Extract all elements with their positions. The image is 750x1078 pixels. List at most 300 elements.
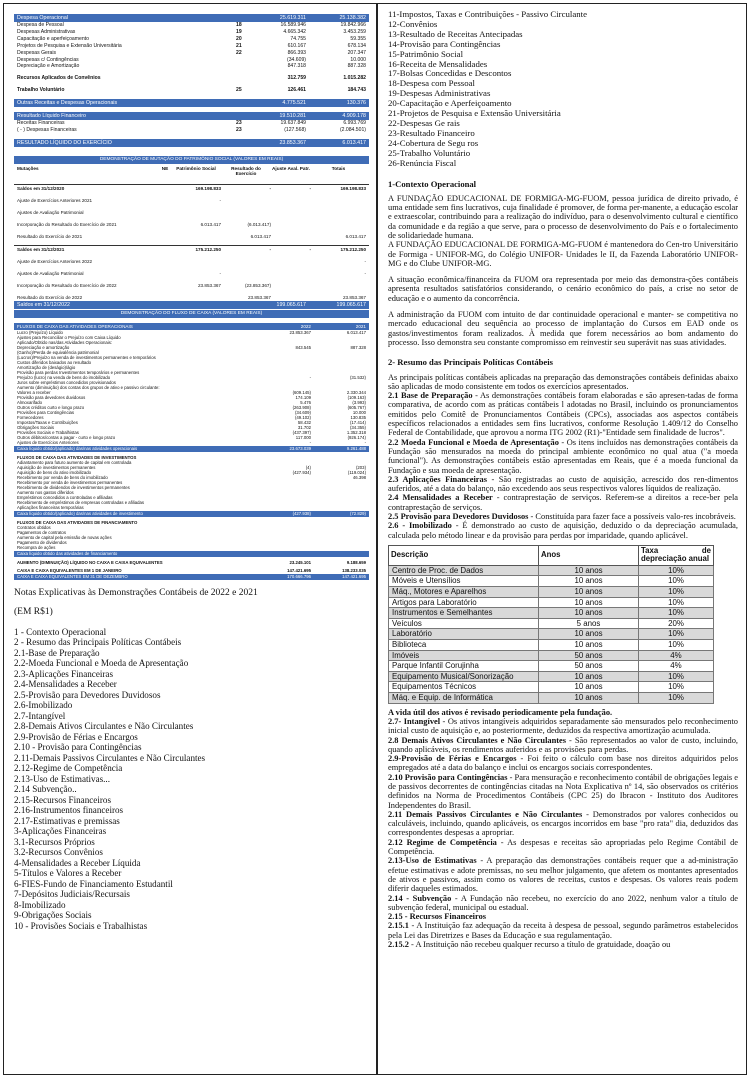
dmpl-label: Saldos em 31/12/2021 <box>17 246 65 252</box>
dmpl-ajuste: - <box>309 185 311 191</box>
cash-flow-label: Recebimento de empréstimos de empresas controladas e afiliadas <box>17 499 145 505</box>
paragraph: 2.11 Demais Passivos Circulantes e Não Circulantes - Demonstrados por valores conhecidos ou calculáveis, incluindo, quando aplicáveis, os encargos incorridos em base "pro rata" dia, deduzidos das correspondentes despesas a apropriar. <box>388 809 738 838</box>
table-row <box>389 576 714 587</box>
dmpl-resultado: 23.853.367 <box>248 294 271 300</box>
column-divider <box>376 4 378 1074</box>
cash-flow-label: (Ganho)/Perda de equivalência patrimonial <box>17 349 99 355</box>
cash-flow-label: Caixa líquido obtido das atividades de financiamento <box>17 550 118 556</box>
row-value-2021: 207.347 <box>347 49 366 56</box>
row-note-number: 18 <box>236 22 242 28</box>
dfc-header: FLUXOS DE CAIXA DAS ATIVIDADES OPERACIONAIS 2022 2021 <box>14 323 369 330</box>
dfc-title: DEMONSTRAÇÃO DO FLUXO DE CAIXA (VALORES EM REAIS) <box>14 310 369 318</box>
cash-flow-2021: (31.532) <box>349 374 366 380</box>
row-note-number: 23 <box>236 120 242 127</box>
list-item: 14-Provisão para Contingências <box>388 38 501 49</box>
paragraph: A administração da FUOM com intuito de dar continuidade operacional e manter- se competitiva no mercado educacional deu sequência ao processo de implantação do Cursos em EAD onde os gastos/investimentos foram realizados. À medida que forem necessários ao bom andamento do processo. Isso demonstra seu constante compromisso em reinvestir seu superávit nas suas atividades. <box>388 310 738 347</box>
list-item: 6-FIES-Fundo de Financiamento Estudantil <box>14 878 173 889</box>
cash-flow-row <box>14 446 369 452</box>
list-item: 2 - Resumo das Principais Políticas Contábeis <box>14 637 182 648</box>
dmpl-note <box>159 197 171 204</box>
dmpl-row <box>14 184 369 192</box>
table-row <box>389 597 714 608</box>
cash-flow-2021: 2.330.344 <box>346 389 366 395</box>
row-value-2021: 4.909.178 <box>342 113 366 120</box>
list-item: 2.17-Estimativas e premissas <box>14 815 120 826</box>
dmpl-header: Mutações NE Patrimônio Social Resultado do Exercício Ajuste Aval. Patr. Totais <box>17 165 346 177</box>
row-note-number: 19 <box>236 28 242 35</box>
dmpl-resultado: (6.013.417) <box>247 221 271 227</box>
paragraph: 2.5 Provisão para Devedores Duvidosos - Constituída para fazer face a possíveis valo-res incobráveis. <box>388 512 736 521</box>
cash-flow-label: Recebimento de dividendos de investimentos permanentes <box>17 484 130 490</box>
dmpl-resultado <box>221 209 271 216</box>
cash-flow-2022: 23.245.101 <box>289 559 311 565</box>
dmpl-table <box>14 179 369 301</box>
row-label: Despesas c/ Contingências <box>17 56 79 63</box>
dmpl-patrimonio: - <box>219 197 221 203</box>
row-note-number: 20 <box>236 35 242 42</box>
asset-years: 10 anos <box>539 565 639 576</box>
dmpl-total: 175.212.250 <box>340 246 366 252</box>
row-label: Resultado Líquido Financeiro <box>17 113 86 120</box>
cash-flow-2021: (72.829) <box>349 510 366 516</box>
table-row <box>389 608 714 619</box>
list-item: 2.16-Instrumentos financeiros <box>14 805 124 816</box>
cash-flow-label: Aplicações financeiras temporárias <box>17 504 84 510</box>
statement-row <box>14 99 369 107</box>
cash-flow-label: Recompra de ações <box>17 544 56 550</box>
cash-flow-2022 <box>256 551 311 557</box>
asset-description: Artigos para Laboratório <box>389 597 539 608</box>
list-item: 8-Imobilizado <box>14 899 66 910</box>
cash-flow-label: Amortização de (deságio)/ágio <box>17 364 76 370</box>
dmpl-ajuste <box>271 294 311 301</box>
statement-row <box>14 57 369 64</box>
asset-description: Equipamentos Técnicos <box>389 682 539 693</box>
dmpl-patrimonio: 23.853.367 <box>198 282 221 288</box>
statement-row <box>14 87 369 94</box>
cash-flow-label: Empréstimos concedidos a controladas e afiliadas <box>17 494 113 500</box>
section-1-heading: 1-Contexto Operacional <box>388 178 477 189</box>
asset-years: 10 anos <box>539 629 639 640</box>
paragraph: A vida útil dos ativos é revisado periodicamente pela fundação. <box>388 707 613 717</box>
dmpl-ajuste <box>271 197 311 204</box>
financial-statements-column <box>14 14 369 931</box>
cash-flow-row <box>14 545 369 550</box>
cash-flow-2021: 10.000 <box>352 409 366 415</box>
list-item: 2.7-Intangível <box>14 710 66 721</box>
asset-description: Máq., Motores e Aparelhos <box>389 587 539 598</box>
dmpl-row <box>14 209 369 216</box>
cash-flow-label: Aumento nos gastos diferidos <box>17 489 74 495</box>
row-value-2022: 4.775.521 <box>282 100 306 107</box>
depreciation-table <box>388 545 714 704</box>
cash-flow-2022: - <box>309 439 311 445</box>
cash-flow-label: Pagamento de dividendos <box>17 539 67 545</box>
cash-flow-table <box>14 330 369 580</box>
dmpl-note <box>159 246 171 253</box>
dmpl-note <box>159 233 171 240</box>
dmpl-resultado <box>221 258 271 265</box>
asset-description: Máq. e Equip. de Informática <box>389 693 539 704</box>
dmpl-total <box>311 282 366 289</box>
cash-flow-label: AUMENTO (DIMINUIÇÃO) LÍQUIDO NO CAIXA E CAIXA EQUIVALENTES <box>17 559 163 565</box>
row-label: Despesa Operacional <box>17 15 68 21</box>
cash-flow-2021: 1.352.318 <box>346 429 366 435</box>
row-note-number <box>236 57 258 64</box>
cash-flow-2022: 58.432 <box>297 419 311 425</box>
cash-flow-2022: 117.000 <box>295 434 311 440</box>
cash-flow-2022: (4) <box>305 464 311 470</box>
dmpl-total: 23.853.367 <box>343 294 366 300</box>
cash-flow-label: Valores a receber <box>17 389 51 395</box>
asset-rate: 10% <box>639 597 714 608</box>
row-value-2022: 126.461 <box>287 87 306 94</box>
dmpl-note <box>159 185 171 192</box>
cash-flow-2021: 9.261.488 <box>346 445 366 451</box>
dmpl-row <box>14 258 369 265</box>
dmpl-row <box>14 221 369 228</box>
cash-flow-label: Caixa líquido obtido/(aplicado) das/nas atividades de investimento <box>17 510 143 516</box>
cash-flow-row <box>14 440 369 445</box>
row-note-number: 21 <box>236 42 242 49</box>
asset-description: Instrumentos e Semelhantes <box>389 608 539 619</box>
list-item: 11-Impostos, Taxas e Contribuições - Passivo Circulante <box>388 9 587 19</box>
asset-rate: 10% <box>639 693 714 704</box>
dmpl-row <box>14 197 369 204</box>
row-value-2022: 25.619.311 <box>279 15 306 21</box>
row-note-number <box>236 75 258 82</box>
row-note-number: 23 <box>236 127 242 134</box>
dmpl-total: - <box>364 258 366 264</box>
dmpl-note <box>159 294 171 301</box>
asset-description: Veículos <box>389 618 539 629</box>
list-item: 1 - Contexto Operacional <box>14 626 107 637</box>
asset-years: 50 anos <box>539 650 639 661</box>
dmpl-row <box>14 294 369 301</box>
cash-flow-2022 <box>256 545 311 550</box>
table-row <box>389 629 714 640</box>
list-item: 12-Convênios <box>388 18 438 29</box>
asset-description: Móveis e Utensílios <box>389 576 539 587</box>
list-item: 2.10 - Provisão para Contingências <box>14 742 142 753</box>
list-item: 2.9-Provisão de Férias e Encargos <box>14 731 138 742</box>
paragraph: 2.15.1 - A Instituição faz adequação da receita à despesa de pessoal, segundo parâmetros estabelecidos pela Lei das Diretrizes e Bases da Educação e sua regulamentação. <box>388 921 738 940</box>
list-item: 2.5-Provisão para Devedores Duvidosos <box>14 689 161 700</box>
dmpl-ajuste <box>271 209 311 216</box>
asset-rate: 10% <box>639 671 714 682</box>
row-label: Trabalho Voluntário <box>17 87 65 94</box>
cash-flow-2022: - <box>309 374 311 380</box>
dmpl-ajuste <box>271 282 311 289</box>
table-row <box>389 650 714 661</box>
cash-flow-2022: 843.545 <box>295 344 311 350</box>
dmpl-label: Ajustes de Avaliação Patrimonial <box>17 209 84 215</box>
cash-flow-2021: 6.013.417 <box>346 329 366 335</box>
list-item: 3-Aplicações Financeiras <box>14 826 107 837</box>
cash-flow-label: Adiantamento para futuro aumento de capital em controlada <box>17 459 132 465</box>
asset-rate: 10% <box>639 565 714 576</box>
row-value-2021: 6.013.417 <box>342 139 366 146</box>
row-label: Despesas Gerais <box>17 49 57 56</box>
cash-flow-label: Juros sobre empréstimos concedidos provisionados <box>17 379 116 385</box>
paragraph: 2.4 Mensalidades a Receber - contraprestação de serviços. Referem-se a direitos a rece-ber pela contraprestação de serviços. <box>388 493 738 512</box>
dmpl-resultado <box>221 270 271 277</box>
cash-flow-2021: 46.398 <box>352 474 366 480</box>
notes-list <box>14 627 369 932</box>
cash-flow-2021: (17.414) <box>349 419 366 425</box>
paragraph: A FUNDAÇÃO EDUCACIONAL DE FORMIGA-MG-FUOM, pessoa jurídica de direito privado, é uma entidade sem fins lucrativos, cuja finalidade é promover, de forma per-manente, a educação escolar e extraescolar, contribuindo para a realização do indivíduo, para o desenvolvimento cultural e científico da comunidade e da região a que serve, para o processo de desenvolvimento do País e o fortalecimento de solidariedade humana. <box>388 193 738 240</box>
statement-row <box>14 75 369 82</box>
row-label: Despesa de Pessoal <box>17 22 64 28</box>
cash-flow-label: Impostos/Taxas e Contribuições <box>17 419 78 425</box>
cash-flow-2021: 130.835 <box>350 414 366 420</box>
cash-flow-2021: 887.328 <box>350 344 366 350</box>
cash-flow-2022: (437.397) <box>292 429 311 435</box>
row-value-2021: 678.134 <box>347 42 366 49</box>
dmpl-label: Ajuste de Exercícios Anteriores 2022 <box>17 258 93 264</box>
cash-flow-2021: 9.188.659 <box>346 559 366 565</box>
row-value-2021: 6.993.769 <box>343 120 366 127</box>
row-value-2021: 19.842.966 <box>340 22 366 28</box>
asset-years: 10 anos <box>539 597 639 608</box>
statement-row <box>14 139 369 147</box>
dmpl-patrimonio: - <box>219 270 221 276</box>
dmpl-patrimonio: 175.212.250 <box>195 246 221 252</box>
cash-flow-2021 <box>311 545 366 550</box>
cash-flow-label: Lucro (Prejuízo) Líquido <box>17 329 63 335</box>
table-row <box>389 661 714 672</box>
cash-flow-row <box>14 560 369 565</box>
asset-rate: 10% <box>639 682 714 693</box>
cash-flow-label: Fornecedores <box>17 414 44 420</box>
statement-row <box>14 36 369 43</box>
income-statement <box>14 14 369 147</box>
list-item: 2.13-Uso de Estimativas... <box>14 773 110 784</box>
list-item: 2.11-Demais Passivos Circulantes e Não Circulantes <box>14 752 206 763</box>
cash-flow-label: Ajustes para Reconciliar o Prejuízo com Caixa Líquido <box>17 334 121 340</box>
asset-years: 10 anos <box>539 608 639 619</box>
asset-rate: 10% <box>639 640 714 651</box>
dmpl-patrimonio <box>171 233 221 240</box>
list-item: 2.14 Subvenção.. <box>14 784 77 795</box>
list-item: 22-Despesas Ge rais <box>388 117 460 128</box>
cash-flow-label: Aumento de capital pela emissão de novas ações <box>17 534 112 540</box>
row-label: RESULTADO LÍQUIDO DO EXERCÍCIO <box>17 139 112 146</box>
dmpl-label: Resultado do Exercício de 2021 <box>17 233 83 239</box>
dmpl-row <box>14 233 369 240</box>
row-label: Receitas Financeiras <box>17 120 65 127</box>
row-label: Projetos de Pesquisa e Extensão Universitária <box>17 42 122 49</box>
list-item: 25-Trabalho Voluntário <box>388 147 471 158</box>
row-value-2022: 16.589.946 <box>280 22 306 28</box>
paragraph: 2.6 - Imobilizado - É demonstrado ao custo de aquisição, deduzido o da depreciação acumulada, calculada pelo método linear e da provisão para perdas por imparidade, quando aplicável. <box>388 521 738 540</box>
row-value-2022: (127.568) <box>284 127 306 134</box>
cash-flow-label: Ajustes de Exercícios Anteriores <box>17 439 79 445</box>
dmpl-final-row: Saldos em 31/12/2022 199.065.617 199.065.617 <box>14 301 369 309</box>
asset-years: 50 anos <box>539 661 639 672</box>
asset-rate: 10% <box>639 608 714 619</box>
dmpl-total: 169.198.833 <box>340 185 366 191</box>
dmpl-note <box>159 282 171 289</box>
list-item: 2.3-Aplicações Financeiras <box>14 668 113 679</box>
row-value-2022: 610.167 <box>287 42 306 49</box>
cash-flow-2022: 170.666.796 <box>287 573 311 579</box>
asset-description: Parque Infantil Corujinha <box>389 661 539 672</box>
cash-flow-row <box>14 505 369 510</box>
row-value-2021: (2.084.501) <box>339 127 366 134</box>
row-note-number: 25 <box>236 87 242 94</box>
dmpl-patrimonio <box>171 258 221 265</box>
row-value-2021: 184.743 <box>347 87 366 94</box>
cash-flow-2021: - <box>364 439 366 445</box>
asset-years: 10 anos <box>539 682 639 693</box>
dmpl-note <box>159 270 171 277</box>
row-value-2021: 3.453.259 <box>343 28 366 35</box>
dmpl-label: Ajuste de Exercícios Anteriores 2021 <box>17 197 93 203</box>
cash-flow-2022: 23.853.367 <box>289 329 311 335</box>
cash-flow-label: Outros créditos curto e longo prazo <box>17 404 85 410</box>
cash-flow-label: Aplicado/Obtido nas/das Atividades Operacionais: <box>17 339 113 345</box>
cash-flow-2021: (926.174) <box>347 434 366 440</box>
row-note-number: 22 <box>236 49 242 56</box>
list-item: 4-Mensalidades a Receber Líquida <box>14 857 141 868</box>
list-item: 18-Despesa com Pessoal <box>388 78 475 89</box>
cash-flow-2022: (427.934) <box>292 469 311 475</box>
cash-flow-label: Prejuízo (lucro) na venda de bens do imobilizado <box>17 374 111 380</box>
paragraph: 2.9-Provisão de Férias e Encargos - Foi feito o cálculo com base nos direitos adquiridos pelos empregados até a data do balanço e inclui os encargos sociais correspondentes. <box>388 754 738 773</box>
row-value-2021: 1.015.282 <box>343 75 366 82</box>
asset-rate: 10% <box>639 576 714 587</box>
cash-flow-2021 <box>311 551 366 557</box>
row-label: Recursos Aplicados de Convênios <box>17 75 101 82</box>
table-row <box>389 640 714 651</box>
row-value-2021: 59.355 <box>350 35 366 42</box>
list-item: 3.1-Recursos Próprios <box>14 836 95 847</box>
list-item: 23-Resultado Financeiro <box>388 127 475 138</box>
cash-flow-2022 <box>256 505 311 510</box>
dmpl-label: Incorporação do Resultado do Exercício de 2021 <box>17 221 117 227</box>
list-item: 2.12-Regime de Competência <box>14 763 123 774</box>
dmpl-resultado: (23.853.367) <box>244 282 271 288</box>
asset-years: 10 anos <box>539 671 639 682</box>
cash-flow-label: Outros débitos/contas a pagar - curto e longo prazo <box>17 434 116 440</box>
cash-flow-2021 <box>311 505 366 510</box>
statement-row <box>14 50 369 57</box>
cash-flow-row <box>14 568 369 573</box>
list-item: 2.8-Demais Ativos Circulantes e Não Circulantes <box>14 721 194 732</box>
cash-flow-label: Recebimento por venda de bens do imobilizado <box>17 474 108 480</box>
dmpl-note <box>159 258 171 265</box>
list-item: 5-Títulos e Valores a Receber <box>14 868 122 879</box>
asset-rate: 4% <box>639 661 714 672</box>
cash-flow-2021: (605.767) <box>347 404 366 410</box>
paragraph: As principais políticas contábeis aplicadas na preparação das demonstrações contábeis definidas abaixo são aplicadas de modo consistente em todos os exercícios apresentados. <box>388 372 738 391</box>
list-item: 3.2-Recursos Convênios <box>14 847 103 858</box>
paragraph: 2.14 - Subvenção - A Fundação não recebeu, no exercício do ano 2022, nenhum valor a título de subvenção federal, municipal ou estadual. <box>388 893 738 912</box>
cash-flow-2022: 147.421.695 <box>287 567 311 573</box>
cash-flow-label: Provisão para devedores duvidosos <box>17 394 86 400</box>
dmpl-patrimonio: 169.198.833 <box>195 185 221 191</box>
depreciation-table-header: Descrição Anos Taxa de depreciação anual <box>389 545 714 565</box>
cash-flow-label: Pagamentos de contratos <box>17 529 66 535</box>
cash-flow-2021: (34.355) <box>349 424 366 430</box>
notes-index <box>14 588 369 932</box>
dmpl-row <box>14 282 369 289</box>
row-label: Depreciação e Amortização <box>17 63 80 70</box>
list-item: 2.15-Recursos Financeiros <box>14 794 111 805</box>
row-value-2022: 19.637.849 <box>280 120 306 127</box>
row-label: Outras Receitas e Despesas Operacionais <box>17 100 118 107</box>
paragraph: 2.1 Base de Preparação - As demonstrações contábeis foram elaboradas e são apresen-tadas de forma comparativa, de acordo com as práticas contábeis l adotadas no Brasil, incluindo os pronunciamentos emitidos pelo Comitê de Pronunciamentos Contábeis (CPCs), associadas aos aspectos contábeis específicos relacionados a entidades sem fins lucrativos, conforme Resolução 1.409/12 do Conselho Federal de Contabilidade, que aprovou a norma ITG 2002 (R1)-"Entidade sem finalidade de lucros". <box>388 391 738 438</box>
paragraph: A situação econômica/financeira da FUOM ora representada por meio das demonstra-ções contábeis apresenta resultados satisfatórios considerando, o cenário econômico do país, a crise no setor de educação e o aumento da concorrência. <box>388 275 738 303</box>
dmpl-total <box>311 197 366 204</box>
statement-row <box>14 29 369 36</box>
asset-description: Equipamento Musical/Sonorização <box>389 671 539 682</box>
dmpl-label: Saldos em 31/12/2020 <box>17 185 65 191</box>
asset-rate: 10% <box>639 629 714 640</box>
dmpl-total: - <box>364 270 366 276</box>
row-value-2022: (34.609) <box>287 56 306 63</box>
cash-flow-label: Recebimento por venda de investimentos permanentes <box>17 479 123 485</box>
list-item: 16-Receita de Mensalidades <box>388 58 488 69</box>
cash-flow-2022: (34.609) <box>294 409 311 415</box>
dmpl-resultado: 6.013.417 <box>250 233 271 239</box>
cash-flow-label: Obrigações Sociais <box>17 424 55 430</box>
list-item: 19-Despesas Administrativas <box>388 88 491 99</box>
dmpl-note <box>159 221 171 228</box>
cash-flow-row <box>14 511 369 517</box>
notes-list-continued <box>388 10 738 169</box>
list-item: 17-Bolsas Concedidas e Descontos <box>388 68 512 79</box>
asset-years: 10 anos <box>539 693 639 704</box>
statement-row <box>14 22 369 29</box>
asset-years: 10 anos <box>539 576 639 587</box>
list-item: 7-Depósitos Judiciais/Recursais <box>14 889 130 900</box>
row-value-2022: 312.759 <box>287 75 306 82</box>
document-page <box>3 3 747 1075</box>
cash-flow-label: CAIXA E CAIXA EQUIVALENTES EM 1 DE JANEIRO <box>17 567 122 573</box>
cash-flow-label: Provisões para Contingências <box>17 409 75 415</box>
cash-flow-row <box>14 574 369 580</box>
list-item: 10 - Provisões Sociais e Trabalhistas <box>14 920 148 931</box>
dmpl-resultado: - <box>269 246 271 252</box>
list-item: 2.2-Moeda Funcional e Moeda de Apresentação <box>14 658 189 669</box>
cash-flow-2021: 147.421.695 <box>342 573 366 579</box>
statement-row <box>14 63 369 70</box>
list-item: 2.4-Mensalidades a Receber <box>14 679 117 690</box>
dmpl-ajuste <box>271 221 311 228</box>
cash-flow-2022: (609.145) <box>292 389 311 395</box>
cash-flow-2022: (49.102) <box>294 414 311 420</box>
list-item: 26-Renúncia Fiscal <box>388 157 457 168</box>
dmpl-label: Ajustes de Avaliação Patrimonial <box>17 270 84 276</box>
paragraph: 2.12 Regime de Competência - As despesas e receitas são apropriadas pelo Regime Contábil de Competência. <box>388 837 738 857</box>
dmpl-patrimonio <box>171 209 221 216</box>
cash-flow-label: Aquisição de investimentos permanentes <box>17 464 96 470</box>
row-label: Despesas Administrativas <box>17 28 76 35</box>
paragraph: 2.10 Provisão para Contingências - Para mensuração e reconhecimento contábil de obrigações legais e de passivos decorrentes de contingências citadas na Nota Explicativa nº 14, são observados os critérios definidos na Norma de Procedimentos Contábeis (CPC 25) do Ibracon - Instituto dos Auditores Independentes do Brasil. <box>388 772 738 810</box>
list-item: 2.6-Imobilizado <box>14 700 73 711</box>
cash-flow-label: CAIXA E CAIXA EQUIVALENTES EM 31 DE DEZEMBRO <box>17 573 128 579</box>
list-item: 21-Projetos de Pesquisa e Extensão Universitária <box>388 108 561 119</box>
notes-title: Notas Explicativas às Demonstrações Contábeis de 2022 e 2021 <box>14 587 258 598</box>
statement-row <box>14 14 369 22</box>
row-value-2021: 25.138.382 <box>339 15 366 21</box>
cash-flow-2021: (109.163) <box>347 394 366 400</box>
asset-years: 10 anos <box>539 587 639 598</box>
cash-flow-label: Custos diferidos baixados ao resultado <box>17 359 92 365</box>
list-item: 15-Patrimônio Social <box>388 48 464 59</box>
